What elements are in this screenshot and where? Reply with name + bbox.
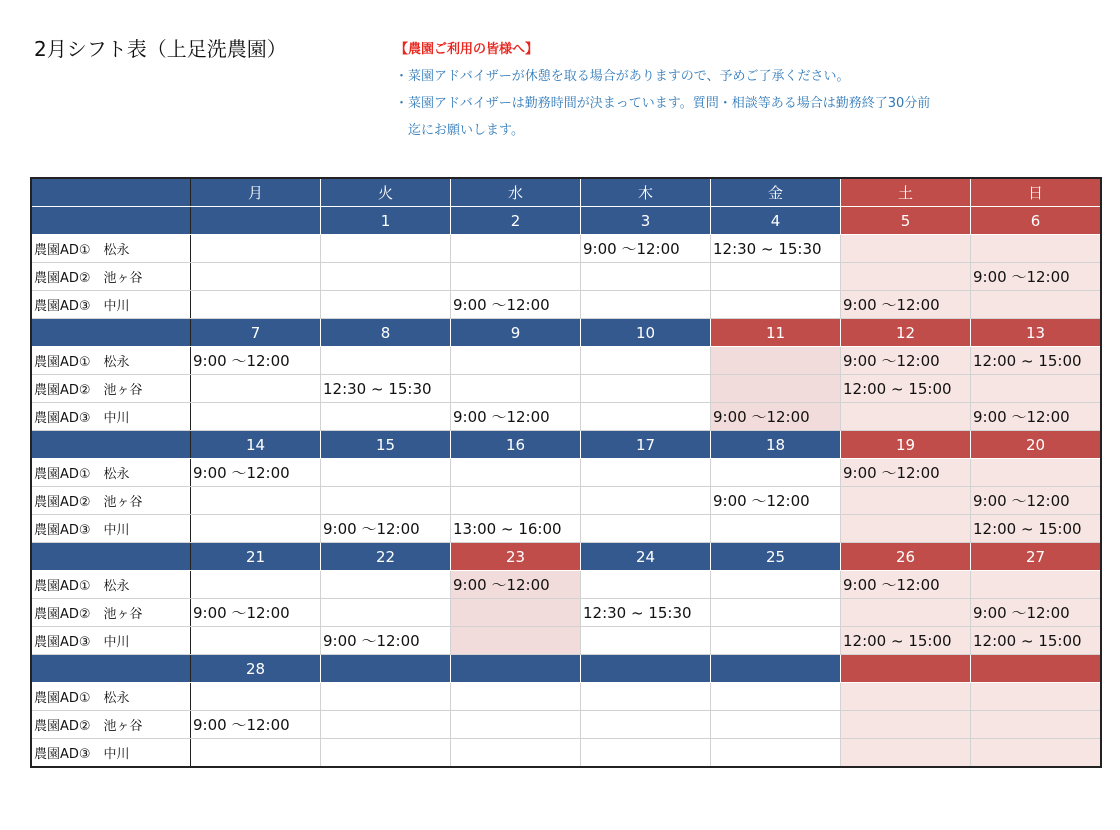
date-header-corner [31, 319, 191, 347]
staff-name: 農園AD① 松永 [31, 347, 191, 375]
date-cell-thu [581, 655, 711, 683]
shift-cell-fri [711, 375, 841, 403]
shift-table-body [31, 178, 1101, 767]
shift-cell-sun [971, 459, 1102, 487]
weekday-header-row [31, 178, 1101, 207]
shift-cell-tue [321, 291, 451, 319]
shift-cell-mon [191, 627, 321, 655]
shift-cell-sat [841, 263, 971, 291]
shift-cell-sun [971, 739, 1102, 768]
date-cell-mon: 14 [191, 431, 321, 459]
weekday-sun: 日 [971, 178, 1102, 207]
staff-row [31, 739, 1101, 768]
staff-row [31, 599, 1101, 627]
notice-box [395, 36, 930, 144]
date-cell-sun: 6 [971, 207, 1102, 235]
shift-cell-wed: 9:00 ～12:00 [451, 571, 581, 599]
shift-cell-fri [711, 515, 841, 543]
shift-cell-tue [321, 347, 451, 375]
staff-row [31, 627, 1101, 655]
shift-cell-fri [711, 459, 841, 487]
date-cell-wed: 23 [451, 543, 581, 571]
shift-cell-fri [711, 711, 841, 739]
date-cell-thu: 17 [581, 431, 711, 459]
date-cell-sat: 26 [841, 543, 971, 571]
shift-cell-mon [191, 291, 321, 319]
shift-cell-sat: 12:00 ~ 15:00 [841, 627, 971, 655]
staff-name: 農園AD③ 中川 [31, 403, 191, 431]
shift-cell-thu [581, 487, 711, 515]
shift-cell-sat: 9:00 ～12:00 [841, 459, 971, 487]
staff-row [31, 375, 1101, 403]
shift-cell-tue: 12:30 ~ 15:30 [321, 375, 451, 403]
date-header-corner [31, 655, 191, 683]
date-cell-thu: 3 [581, 207, 711, 235]
date-cell-sat: 12 [841, 319, 971, 347]
shift-cell-mon: 9:00 ～12:00 [191, 599, 321, 627]
date-cell-wed: 16 [451, 431, 581, 459]
shift-cell-sun [971, 571, 1102, 599]
shift-cell-tue: 9:00 ～12:00 [321, 627, 451, 655]
shift-cell-tue [321, 487, 451, 515]
date-cell-tue: 1 [321, 207, 451, 235]
shift-cell-sat: 9:00 ～12:00 [841, 571, 971, 599]
staff-name: 農園AD③ 中川 [31, 291, 191, 319]
staff-row [31, 711, 1101, 739]
shift-cell-wed [451, 347, 581, 375]
shift-cell-sat [841, 403, 971, 431]
shift-cell-fri: 12:30 ~ 15:30 [711, 235, 841, 263]
shift-cell-sun [971, 235, 1102, 263]
weekday-fri: 金 [711, 178, 841, 207]
date-cell-tue [321, 655, 451, 683]
date-header-corner [31, 431, 191, 459]
shift-cell-tue [321, 739, 451, 768]
shift-cell-sun: 12:00 ~ 15:00 [971, 347, 1102, 375]
shift-cell-sat: 9:00 ～12:00 [841, 291, 971, 319]
shift-cell-tue [321, 403, 451, 431]
staff-name: 農園AD① 松永 [31, 683, 191, 711]
staff-name: 農園AD③ 中川 [31, 515, 191, 543]
date-cell-thu: 10 [581, 319, 711, 347]
date-cell-sat [841, 655, 971, 683]
shift-cell-fri: 9:00 ～12:00 [711, 403, 841, 431]
shift-cell-thu: 12:30 ~ 15:30 [581, 599, 711, 627]
date-header-row [31, 431, 1101, 459]
shift-cell-mon [191, 403, 321, 431]
shift-cell-sat: 12:00 ~ 15:00 [841, 375, 971, 403]
staff-name: 農園AD① 松永 [31, 235, 191, 263]
date-cell-fri [711, 655, 841, 683]
staff-row [31, 263, 1101, 291]
staff-name: 農園AD② 池ヶ谷 [31, 263, 191, 291]
shift-cell-tue: 9:00 ～12:00 [321, 515, 451, 543]
staff-row [31, 235, 1101, 263]
staff-row [31, 403, 1101, 431]
weekday-sat: 土 [841, 178, 971, 207]
date-header-row [31, 319, 1101, 347]
notice-line-3: 迄にお願いします。 [408, 123, 524, 138]
staff-row [31, 571, 1101, 599]
staff-name: 農園AD① 松永 [31, 459, 191, 487]
staff-row [31, 459, 1101, 487]
shift-cell-fri [711, 599, 841, 627]
shift-cell-fri [711, 627, 841, 655]
weekday-thu: 木 [581, 178, 711, 207]
shift-cell-sat [841, 487, 971, 515]
shift-cell-sat [841, 683, 971, 711]
shift-cell-wed [451, 739, 581, 768]
shift-cell-tue [321, 263, 451, 291]
shift-cell-tue [321, 683, 451, 711]
shift-cell-sat [841, 235, 971, 263]
shift-cell-wed [451, 627, 581, 655]
staff-name: 農園AD③ 中川 [31, 627, 191, 655]
shift-cell-thu [581, 375, 711, 403]
date-header-row [31, 655, 1101, 683]
date-cell-mon: 28 [191, 655, 321, 683]
staff-name: 農園AD② 池ヶ谷 [31, 487, 191, 515]
shift-cell-fri [711, 291, 841, 319]
date-header-row [31, 543, 1101, 571]
date-cell-tue: 15 [321, 431, 451, 459]
shift-cell-thu [581, 347, 711, 375]
date-cell-sun: 27 [971, 543, 1102, 571]
shift-cell-thu [581, 515, 711, 543]
staff-name: 農園AD② 池ヶ谷 [31, 599, 191, 627]
shift-cell-mon: 9:00 ～12:00 [191, 347, 321, 375]
notice-line-1: ・菜園アドバイザーが休憩を取る場合がありますので、予めご了承ください。 [395, 69, 850, 84]
shift-cell-sat [841, 711, 971, 739]
shift-cell-thu [581, 711, 711, 739]
shift-cell-sun [971, 291, 1102, 319]
header-corner [31, 178, 191, 207]
shift-cell-sat [841, 599, 971, 627]
shift-cell-mon [191, 375, 321, 403]
shift-cell-wed [451, 235, 581, 263]
staff-row [31, 347, 1101, 375]
shift-cell-tue [321, 571, 451, 599]
shift-cell-fri: 9:00 ～12:00 [711, 487, 841, 515]
shift-cell-sat: 9:00 ～12:00 [841, 347, 971, 375]
date-cell-wed: 2 [451, 207, 581, 235]
shift-cell-sat [841, 515, 971, 543]
shift-cell-fri [711, 263, 841, 291]
page-title: 2月シフト表（上足洗農園） [34, 37, 287, 61]
shift-cell-fri [711, 347, 841, 375]
shift-cell-mon [191, 571, 321, 599]
shift-cell-wed [451, 459, 581, 487]
shift-cell-tue [321, 235, 451, 263]
shift-cell-sun: 9:00 ～12:00 [971, 263, 1102, 291]
staff-name: 農園AD③ 中川 [31, 739, 191, 768]
shift-cell-wed [451, 375, 581, 403]
shift-cell-sun: 12:00 ~ 15:00 [971, 515, 1102, 543]
date-header-corner [31, 207, 191, 235]
shift-cell-tue [321, 711, 451, 739]
shift-cell-wed: 13:00 ~ 16:00 [451, 515, 581, 543]
shift-cell-thu [581, 571, 711, 599]
shift-cell-sun: 9:00 ～12:00 [971, 487, 1102, 515]
staff-row [31, 487, 1101, 515]
shift-cell-mon: 9:00 ～12:00 [191, 459, 321, 487]
notice-heading: 【農園ご利用の皆様へ】 [395, 42, 539, 57]
shift-cell-mon [191, 263, 321, 291]
shift-cell-wed [451, 263, 581, 291]
staff-row [31, 291, 1101, 319]
date-cell-tue: 22 [321, 543, 451, 571]
shift-cell-mon [191, 235, 321, 263]
date-cell-mon: 7 [191, 319, 321, 347]
shift-cell-thu [581, 683, 711, 711]
shift-cell-sun: 9:00 ～12:00 [971, 599, 1102, 627]
shift-table [30, 177, 1102, 768]
shift-cell-sun: 9:00 ～12:00 [971, 403, 1102, 431]
date-cell-sun: 20 [971, 431, 1102, 459]
shift-cell-fri [711, 739, 841, 768]
date-header-corner [31, 543, 191, 571]
shift-cell-sat [841, 739, 971, 768]
shift-cell-wed: 9:00 ～12:00 [451, 291, 581, 319]
shift-cell-wed [451, 487, 581, 515]
staff-name: 農園AD① 松永 [31, 571, 191, 599]
shift-cell-thu: 9:00 ～12:00 [581, 235, 711, 263]
date-cell-sat: 19 [841, 431, 971, 459]
staff-row [31, 515, 1101, 543]
date-cell-thu: 24 [581, 543, 711, 571]
shift-cell-sun: 12:00 ~ 15:00 [971, 627, 1102, 655]
date-cell-tue: 8 [321, 319, 451, 347]
weekday-wed: 水 [451, 178, 581, 207]
shift-cell-wed: 9:00 ～12:00 [451, 403, 581, 431]
date-cell-fri: 18 [711, 431, 841, 459]
date-cell-mon: 21 [191, 543, 321, 571]
shift-cell-wed [451, 683, 581, 711]
date-cell-mon [191, 207, 321, 235]
shift-cell-wed [451, 711, 581, 739]
shift-cell-mon [191, 739, 321, 768]
date-cell-sun: 13 [971, 319, 1102, 347]
date-cell-fri: 4 [711, 207, 841, 235]
date-cell-wed [451, 655, 581, 683]
shift-cell-thu [581, 459, 711, 487]
shift-cell-thu [581, 627, 711, 655]
weekday-mon: 月 [191, 178, 321, 207]
shift-cell-sun [971, 683, 1102, 711]
shift-cell-tue [321, 459, 451, 487]
date-cell-fri: 25 [711, 543, 841, 571]
shift-cell-sun [971, 711, 1102, 739]
date-header-row [31, 207, 1101, 235]
staff-row [31, 683, 1101, 711]
shift-cell-fri [711, 683, 841, 711]
shift-cell-mon [191, 683, 321, 711]
shift-cell-thu [581, 739, 711, 768]
shift-cell-mon: 9:00 ～12:00 [191, 711, 321, 739]
date-cell-sat: 5 [841, 207, 971, 235]
shift-cell-sun [971, 375, 1102, 403]
shift-cell-mon [191, 487, 321, 515]
shift-cell-thu [581, 263, 711, 291]
date-cell-wed: 9 [451, 319, 581, 347]
date-cell-sun [971, 655, 1102, 683]
staff-name: 農園AD② 池ヶ谷 [31, 711, 191, 739]
shift-cell-mon [191, 515, 321, 543]
shift-cell-tue [321, 599, 451, 627]
staff-name: 農園AD② 池ヶ谷 [31, 375, 191, 403]
shift-cell-thu [581, 403, 711, 431]
shift-cell-wed [451, 599, 581, 627]
shift-cell-fri [711, 571, 841, 599]
shift-cell-thu [581, 291, 711, 319]
weekday-tue: 火 [321, 178, 451, 207]
notice-line-2: ・菜園アドバイザーは勤務時間が決まっています。質問・相談等ある場合は勤務終了30分前 [395, 96, 931, 111]
date-cell-fri: 11 [711, 319, 841, 347]
